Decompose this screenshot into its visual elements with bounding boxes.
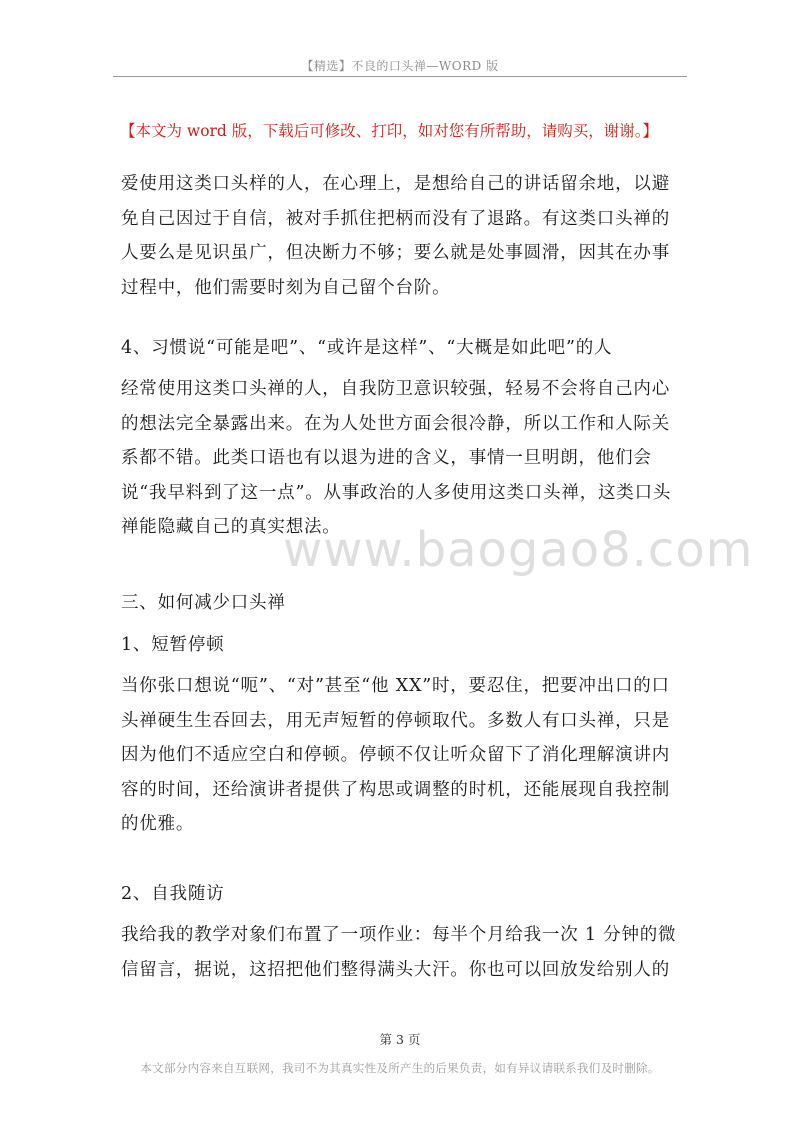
section-heading-3: 三、如何减少口头禅: [121, 593, 286, 613]
paragraph-4: 我给我的教学对象们布置了一项作业：每半个月给我一次 1 分钟的微信留言，据说，这招把他们整得满头大汗。你也可以回放发给别人的: [121, 925, 677, 980]
page-header-title: 【精选】不良的口头禅—WORD 版: [301, 59, 499, 73]
heading-item-4: 4、习惯说“可能是吧”、“或许是这样”、“大概是如此吧”的人: [121, 338, 613, 358]
paragraph-3: 当你张口想说“呃”、“对”甚至“他 XX”时，要忍住，把要冲出口的口头禅硬生生吞回去，用无声短暂的停顿取代。多数人有口头禅，只是因为他们不适应空白和停顿。停顿不仅让听众留下了消化理解演讲内容的时间，还给演讲者提供了构思或调整的时机，还能展现自我控制的优雅。: [121, 676, 670, 834]
paragraph-1: 爱使用这类口头样的人，在心理上，是想给自己的讲话留余地，以避免自己因过于自信，被对手抓住把柄而没有了退路。有这类口头禅的人要么是见识虽广，但决断力不够；要么就是处事圆滑，因其在办事过程中，他们需要时刻为自己留个台阶。: [121, 174, 670, 298]
subheading-2: 2、自我随访: [121, 884, 225, 904]
header-divider: [113, 76, 687, 77]
subheading-1: 1、短暂停顿: [121, 635, 225, 655]
page-number: 第 3 页: [379, 1032, 421, 1047]
paragraph-2: 经常使用这类口头禅的人，自我防卫意识较强，轻易不会将自己内心的想法完全暴露出来。在为人处世方面会很冷静，所以工作和人际关系都不错。此类口语也有以退为进的含义，事情一旦明朗，他们会说“我早料到了这一点”。从事政治的人多使用这类口头禅，这类口头禅能隐藏自己的真实想法。: [121, 379, 672, 537]
download-notice: 【本文为 word 版，下载后可修改、打印，如对您有所帮助，请购买，谢谢。】: [120, 122, 659, 140]
footer-disclaimer: 本文部分内容来自互联网，我司不为其真实性及所产生的后果负责，如有异议请联系我们及时删除。: [140, 1061, 660, 1075]
watermark: www.baogao8.com: [283, 522, 754, 578]
